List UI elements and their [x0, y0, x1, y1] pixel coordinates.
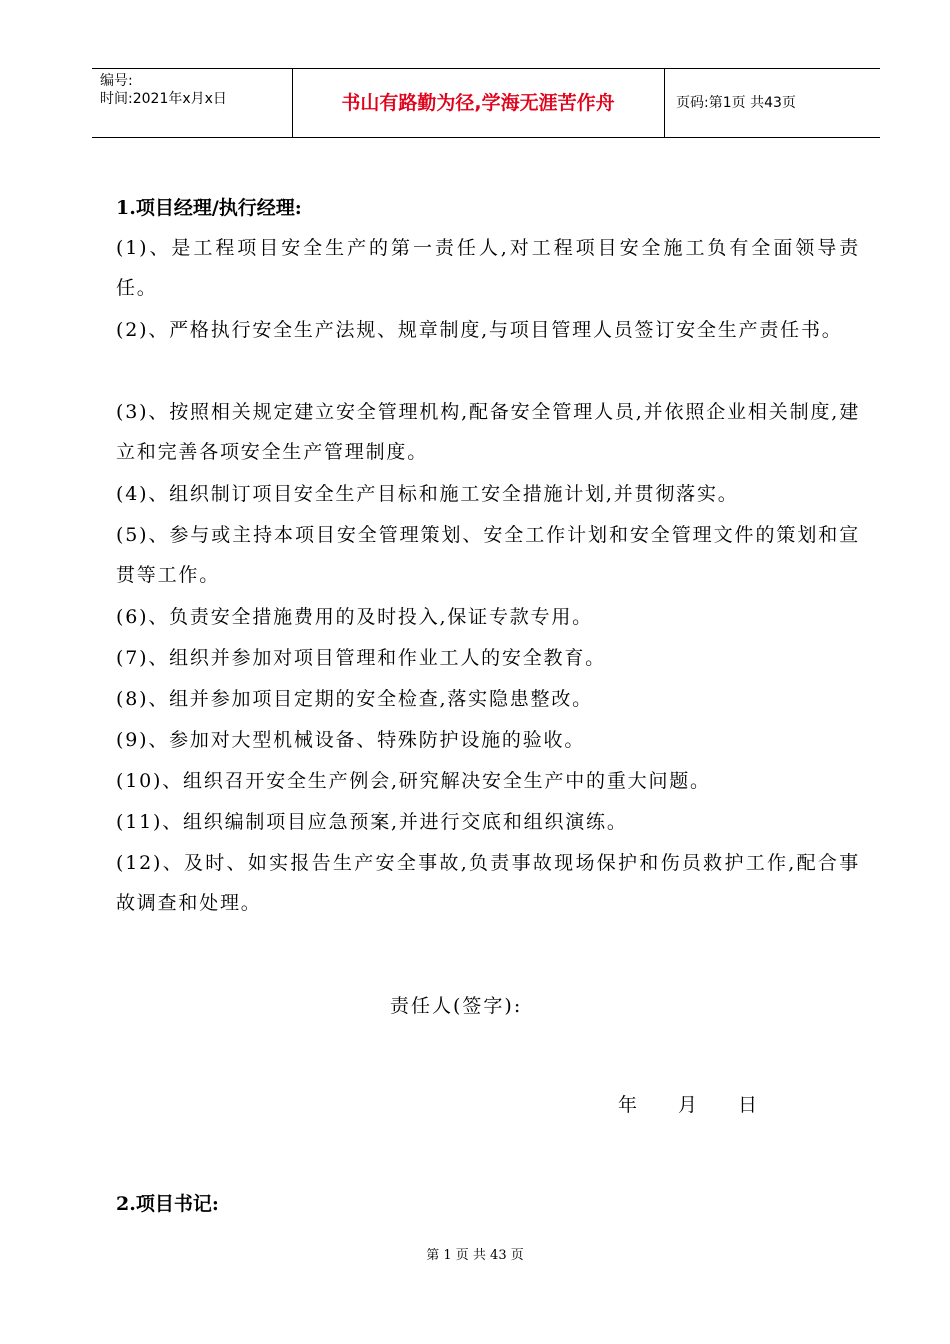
responsibility-item-10: (10)、组织召开安全生产例会,研究解决安全生产中的重大问题。	[116, 770, 711, 792]
responsibility-item-4: (4)、组织制订项目安全生产目标和施工安全措施计划,并贯彻落实。	[116, 483, 739, 505]
responsibility-item-11: (11)、组织编制项目应急预案,并进行交底和组织演练。	[116, 811, 628, 833]
header-page-cell	[664, 69, 880, 137]
responsibility-item-6: (6)、负责安全措施费用的及时投入,保证专款专用。	[116, 606, 593, 628]
document-number: 编号:	[100, 73, 133, 89]
document-time: 时间:2021年x月x日	[100, 91, 227, 107]
responsibility-item-7: (7)、组织并参加对项目管理和作业工人的安全教育。	[116, 647, 606, 669]
responsibility-item-12: (12)、及时、如实报告生产安全事故,负责事故现场保护和伤员救护工作,配合事故调查和处理。	[116, 852, 860, 914]
responsibility-item-9: (9)、参加对大型机械设备、特殊防护设施的验收。	[116, 729, 586, 751]
signature-year: 年	[618, 1094, 638, 1116]
signature-label: 责任人(签字):	[390, 995, 523, 1017]
signature-day: 日	[738, 1094, 758, 1116]
responsibility-item-2: (2)、严格执行安全生产法规、规章制度,与项目管理人员签订安全生产责任书。	[116, 319, 843, 341]
header-motto: 书山有路勤为径,学海无涯苦作舟	[341, 92, 615, 114]
page-header	[92, 68, 880, 138]
responsibility-item-5: (5)、参与或主持本项目安全管理策划、安全工作计划和安全管理文件的策划和宣贯等工作。	[116, 524, 860, 586]
responsibility-item-3: (3)、按照相关规定建立安全管理机构,配备安全管理人员,并依照企业相关制度,建立和完善各项安全生产管理制度。	[116, 401, 860, 463]
header-info-cell	[92, 69, 293, 137]
section-title-project-secretary: 2.项目书记:	[116, 1193, 219, 1215]
responsibility-item-1: (1)、是工程项目安全生产的第一责任人,对工程项目安全施工负有全面领导责任。	[116, 237, 860, 299]
signature-month: 月	[678, 1094, 698, 1116]
header-page-number: 页码:第1页 共43页	[676, 95, 796, 111]
page-footer: 第 1 页 共 43 页	[426, 1248, 524, 1263]
section-title-project-manager: 1.项目经理/执行经理:	[116, 197, 302, 219]
header-motto-cell	[292, 69, 665, 137]
responsibility-item-8: (8)、组并参加项目定期的安全检查,落实隐患整改。	[116, 688, 593, 710]
